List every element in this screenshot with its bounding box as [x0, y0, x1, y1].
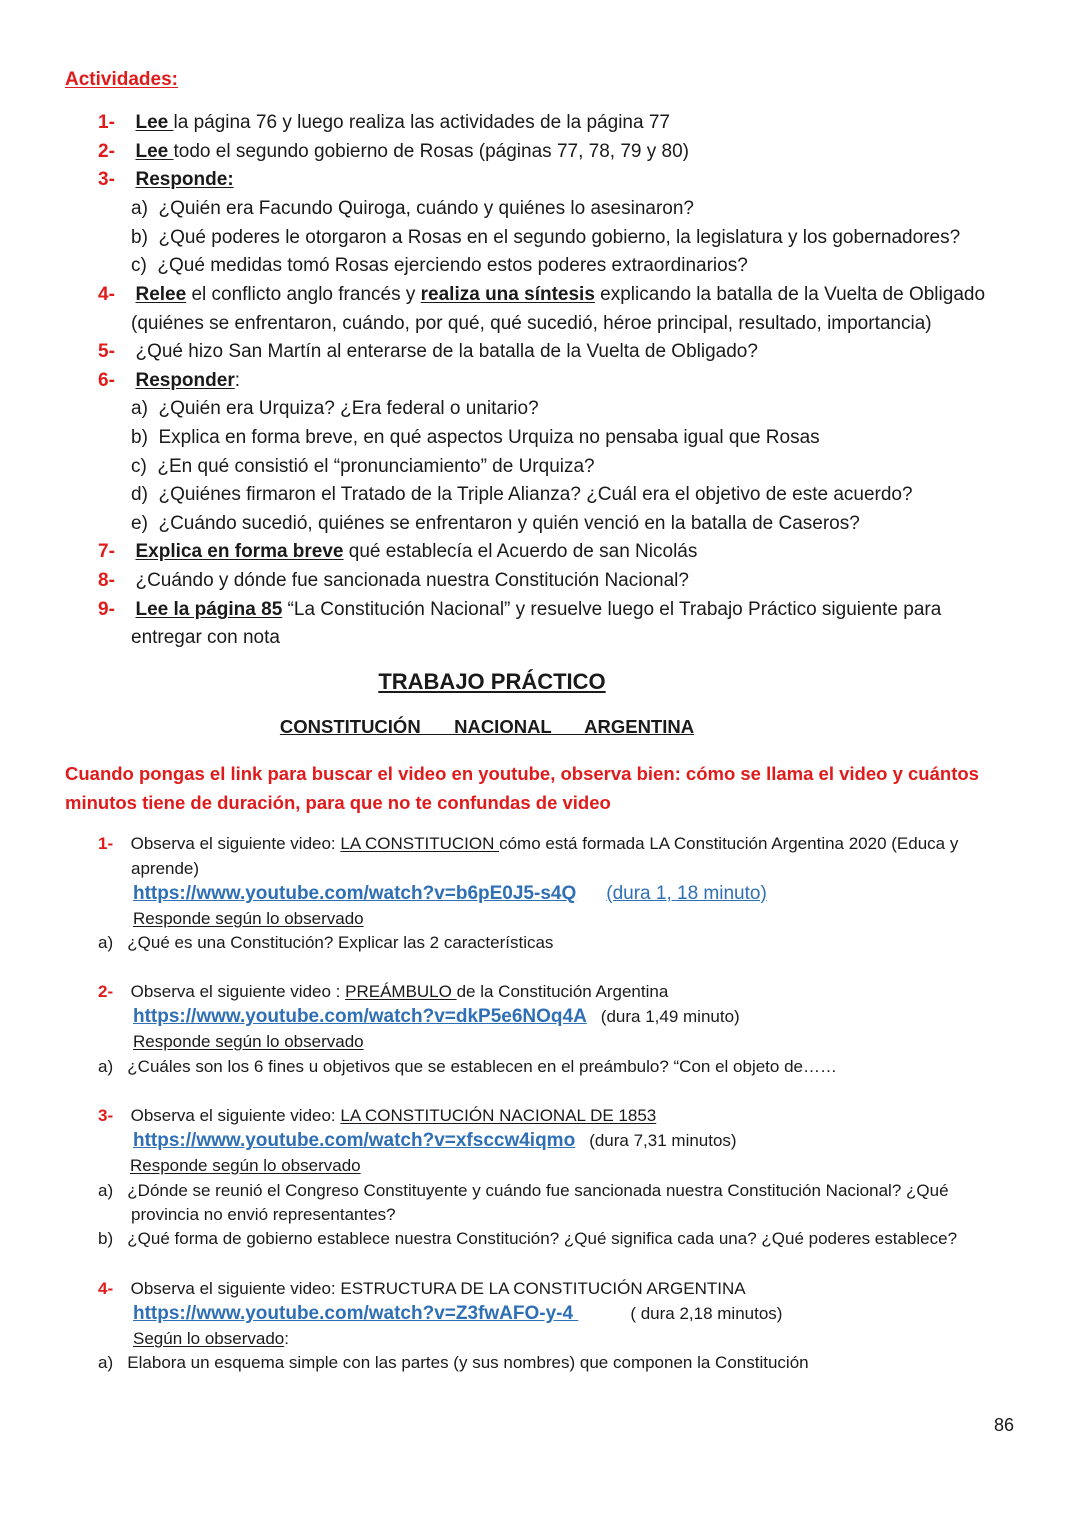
activity-item-5 [98, 338, 758, 367]
sub-text: ¿Quiénes firmaron el Tratado de la Triple Alianza? ¿Cuál era el objetivo de este acuerdo? [158, 484, 913, 505]
video-title: PREÁMBULO [345, 982, 457, 1001]
item-text: todo el segundo gobierno de Rosas (páginas 77, 78, 79 y 80) [173, 141, 689, 162]
item-number: 2- [98, 982, 114, 1001]
item-text: explicando la batalla de la Vuelta de Obligado [594, 284, 986, 305]
tp-warning-line-2: minutos tiene de duración, para que no te confundas de video [65, 792, 611, 813]
item-text: la página 76 y luego realiza las actividades de la página 77 [173, 112, 670, 133]
activity-item-9-continuation: entregar con nota [131, 627, 280, 648]
video-1-link-row [133, 881, 767, 906]
sub-text: ¿Qué poderes le otorgaron a Rosas en el segundo gobierno, la legislatura y los gobernadores? [158, 227, 961, 248]
video-item-3 [98, 1103, 656, 1128]
video-title: LA CONSTITUCION [340, 834, 500, 853]
video-item-1 [98, 831, 958, 856]
item-number: 4- [98, 1279, 114, 1298]
item-number: 2- [98, 141, 115, 162]
video-3-link[interactable]: https://www.youtube.com/watch?v=xfsccw4iqmo [133, 1130, 576, 1151]
sub-question-6c [131, 453, 595, 482]
sub-letter: b) [131, 427, 148, 448]
sub-letter: e) [131, 513, 148, 534]
video-3-question-a [98, 1178, 949, 1203]
sub-letter: c) [131, 456, 147, 477]
video-intro: Observa el siguiente video: [130, 1106, 341, 1125]
item-number: 5- [98, 341, 115, 362]
sub-question-3b [131, 224, 960, 253]
sub-question-6e [131, 510, 860, 539]
video-3-question-b [98, 1226, 957, 1251]
video-2-question-a [98, 1054, 837, 1079]
video-intro: Observa el siguiente video: [130, 834, 341, 853]
activity-item-9 [98, 596, 941, 625]
video-item-2 [98, 979, 668, 1004]
video-title-rest: cómo está formada LA Constitución Argentina 2020 (Educa y [499, 834, 959, 853]
item-number: 3- [98, 169, 115, 190]
item-number: 1- [98, 834, 114, 853]
item-text: el conflicto anglo francés y [186, 284, 421, 305]
video-2-respond-label: Responde según lo observado [133, 1032, 364, 1051]
video-4-link[interactable]: https://www.youtube.com/watch?v=Z3fwAFO-y-4 [133, 1303, 579, 1324]
video-3-link-row [133, 1128, 737, 1153]
item-text: ¿Cuándo y dónde fue sancionada nuestra Constitución Nacional? [135, 570, 689, 591]
sub-letter: a) [131, 198, 148, 219]
page-number: 86 [994, 1415, 1015, 1435]
question-letter: a) [98, 1057, 114, 1076]
activity-item-4-continuation: (quiénes se enfrentaron, cuándo, por qué, qué sucedió, héroe principal, resultado, importancia) [131, 313, 932, 334]
tp-warning-line-1: Cuando pongas el link para buscar el video en youtube, observa bien: cómo se llama el video y cuántos [65, 763, 979, 784]
item-number: 7- [98, 541, 115, 562]
tp-title: TRABAJO PRÁCTICO [378, 669, 606, 694]
respond-text: Según lo observado [133, 1329, 285, 1348]
video-2-link[interactable]: https://www.youtube.com/watch?v=dkP5e6NOq4A [133, 1006, 587, 1027]
sub-text: ¿Cuándo sucedió, quiénes se enfrentaron y quién venció en la batalla de Caseros? [158, 513, 860, 534]
video-1-question-a [98, 930, 553, 955]
video-4-duration: ( dura 2,18 minutos) [630, 1304, 783, 1323]
item-emphasis: Responder [135, 370, 235, 391]
sub-question-3c [131, 252, 748, 281]
sub-letter: b) [131, 227, 148, 248]
item-emphasis: Explica en forma breve [135, 541, 344, 562]
video-1-respond-label: Responde según lo observado [133, 909, 364, 928]
question-letter: a) [98, 1353, 114, 1372]
sub-text: ¿Qué medidas tomó Rosas ejerciendo estos poderes extraordinarios? [157, 255, 748, 276]
video-title: LA CONSTITUCIÓN NACIONAL DE 1853 [340, 1106, 657, 1125]
item-emphasis: Lee [135, 112, 174, 133]
question-text: Elabora un esquema simple con las partes (y sus nombres) que componen la Constitución [127, 1353, 809, 1372]
video-2-link-row [133, 1004, 740, 1029]
video-1-link[interactable]: https://www.youtube.com/watch?v=b6pE0J5-s4Q [133, 883, 577, 904]
sub-question-6b [131, 424, 820, 453]
item-text: “La Constitución Nacional” y resuelve luego el Trabajo Práctico siguiente para [282, 599, 942, 620]
activity-item-7 [98, 538, 697, 567]
video-intro: Observa el siguiente video: ESTRUCTURA DE LA CONSTITUCIÓN ARGENTINA [130, 1279, 746, 1298]
question-text: ¿Dónde se reunió el Congreso Constituyente y cuándo fue sancionada nuestra Constitución Nacional? ¿Qué [127, 1181, 949, 1200]
video-1-title-continuation: aprende) [131, 859, 200, 878]
sub-text: Explica en forma breve, en qué aspectos Urquiza no pensaba igual que Rosas [158, 427, 820, 448]
activities-heading: Actividades: [65, 69, 178, 90]
item-emphasis: Lee [135, 141, 174, 162]
activity-item-2 [98, 138, 689, 167]
question-letter: b) [98, 1229, 114, 1248]
sub-text: ¿En qué consistió el “pronunciamiento” de Urquiza? [157, 456, 595, 477]
item-number: 3- [98, 1106, 114, 1125]
sub-question-6a [131, 395, 539, 424]
question-text: ¿Qué es una Constitución? Explicar las 2 características [127, 933, 554, 952]
video-item-4 [98, 1276, 746, 1301]
item-number: 6- [98, 370, 115, 391]
question-text: ¿Cuáles son los 6 fines u objetivos que se establecen en el preámbulo? “Con el objeto de…… [127, 1057, 837, 1076]
sub-letter: c) [131, 255, 147, 276]
video-4-question-a [98, 1350, 809, 1375]
activity-item-8 [98, 567, 689, 596]
item-emphasis: Relee [135, 284, 187, 305]
question-text: ¿Qué forma de gobierno establece nuestra Constitución? ¿Qué significa cada una? ¿Qué poderes establece? [127, 1229, 958, 1248]
video-3-question-a-continuation: provincia no envió representantes? [131, 1205, 396, 1224]
activity-item-4 [98, 281, 985, 310]
video-3-respond-label: Responde según lo observado [130, 1156, 361, 1175]
item-number: 4- [98, 284, 115, 305]
item-emphasis: Lee la página 85 [135, 599, 283, 620]
video-3-duration: (dura 7,31 minutos) [589, 1131, 737, 1150]
sub-text: ¿Quién era Facundo Quiroga, cuándo y quiénes lo asesinaron? [158, 198, 694, 219]
tp-subtitle: CONSTITUCIÓN NACIONAL ARGENTINA [279, 716, 695, 737]
item-text: : [234, 370, 240, 391]
activity-item-1 [98, 109, 670, 138]
video-4-link-row [133, 1301, 782, 1326]
question-letter: a) [98, 1181, 114, 1200]
video-title-rest: de la Constitución Argentina [456, 982, 669, 1001]
video-2-duration: (dura 1,49 minuto) [600, 1007, 740, 1026]
respond-suffix: : [284, 1329, 289, 1348]
sub-question-3a [131, 195, 694, 224]
sub-letter: a) [131, 398, 148, 419]
question-letter: a) [98, 933, 114, 952]
video-1-duration: (dura 1, 18 minuto) [606, 883, 767, 904]
item-text: qué establecía el Acuerdo de san Nicolás [343, 541, 698, 562]
video-4-respond-label [133, 1326, 289, 1351]
sub-text: ¿Quién era Urquiza? ¿Era federal o unitario? [158, 398, 539, 419]
item-emphasis: Responde: [135, 169, 234, 190]
activity-item-3 [98, 166, 234, 195]
item-number: 9- [98, 599, 115, 620]
sub-question-6d [131, 481, 913, 510]
item-number: 1- [98, 112, 115, 133]
activity-item-6 [98, 367, 240, 396]
item-emphasis-2: realiza una síntesis [420, 284, 595, 305]
item-text: ¿Qué hizo San Martín al enterarse de la batalla de la Vuelta de Obligado? [135, 341, 758, 362]
sub-letter: d) [131, 484, 148, 505]
video-intro: Observa el siguiente video : [130, 982, 346, 1001]
item-number: 8- [98, 570, 115, 591]
